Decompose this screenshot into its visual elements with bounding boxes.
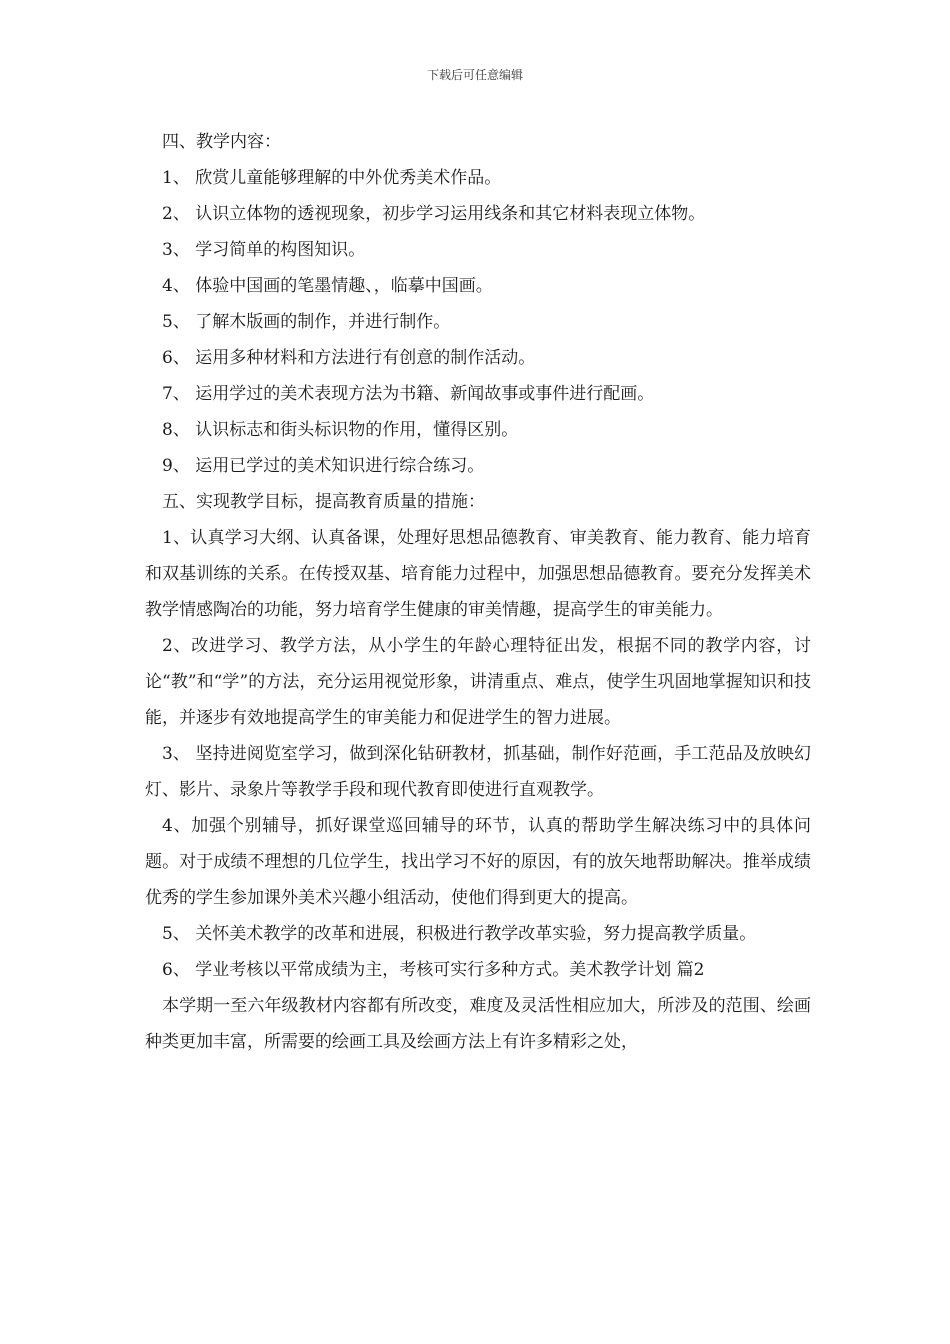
measure-paragraph: 2、改进学习、教学方法，从小学生的年龄心理特征出发，根据不同的教学内容，讨论“教”和“学”的方法，充分运用视觉形象，讲清重点、难点，使学生巩固地掌握知识和技能，并逐步有效地提高学生的审美能力和促进学生的智力进展。	[145, 636, 811, 728]
section-heading-measures: 五、实现教学目标，提高教育质量的措施：	[162, 492, 485, 512]
list-item: 6、 运用多种材料和方法进行有创意的制作活动。	[162, 348, 536, 368]
list-item: 9、 运用已学过的美术知识进行综合练习。	[162, 456, 485, 476]
list-item: 8、 认识标志和街头标识物的作用，懂得区别。	[162, 420, 519, 440]
measure-paragraph: 5、 关怀美术教学的改革和进展，积极进行教学改革实验，努力提高教学质量。	[162, 924, 757, 944]
measure-paragraph: 3、 坚持进阅览室学习，做到深化钻研教材，抓基础，制作好范画，手工范品及放映幻灯、影片、录象片等教学手段和现代教育即使进行直观教学。	[145, 744, 811, 800]
measure-paragraph: 4、加强个别辅导，抓好课堂巡回辅导的环节，认真的帮助学生解决练习中的具体问题。对于成绩不理想的几位学生，找出学习不好的原因，有的放矢地帮助解决。推举成绩优秀的学生参加课外美术兴趣小组活动，使他们得到更大的提高。	[145, 816, 811, 908]
list-item: 5、 了解木版画的制作，并进行制作。	[162, 312, 451, 332]
list-item: 4、 体验中国画的笔墨情趣、，临摹中国画。	[162, 276, 493, 296]
measure-paragraph: 6、 学业考核以平常成绩为主，考核可实行多种方式。美术教学计划 篇2	[162, 960, 705, 980]
page-header: 下载后可任意编辑	[426, 68, 523, 82]
list-item: 1、 欣赏儿童能够理解的中外优秀美术作品。	[162, 168, 502, 188]
document-body	[145, 124, 811, 1060]
list-item: 7、 运用学过的美术表现方法为书籍、新闻故事或事件进行配画。	[162, 384, 655, 404]
section-heading-teaching-content: 四、教学内容：	[162, 132, 281, 152]
list-item: 3、 学习简单的构图知识。	[162, 240, 366, 260]
intro-paragraph: 本学期一至六年级教材内容都有所改变，难度及灵活性相应加大，所涉及的范围、绘画种类更加丰富，所需要的绘画工具及绘画方法上有许多精彩之处，	[145, 996, 811, 1052]
measure-paragraph: 1、认真学习大纲、认真备课，处理好思想品德教育、审美教育、能力教育、能力培育和双基训练的关系。在传授双基、培育能力过程中，加强思想品德教育。要充分发挥美术教学情感陶冶的功能，努力培育学生健康的审美情趣，提高学生的审美能力。	[145, 528, 811, 620]
list-item: 2、 认识立体物的透视现象，初步学习运用线条和其它材料表现立体物。	[162, 204, 706, 224]
